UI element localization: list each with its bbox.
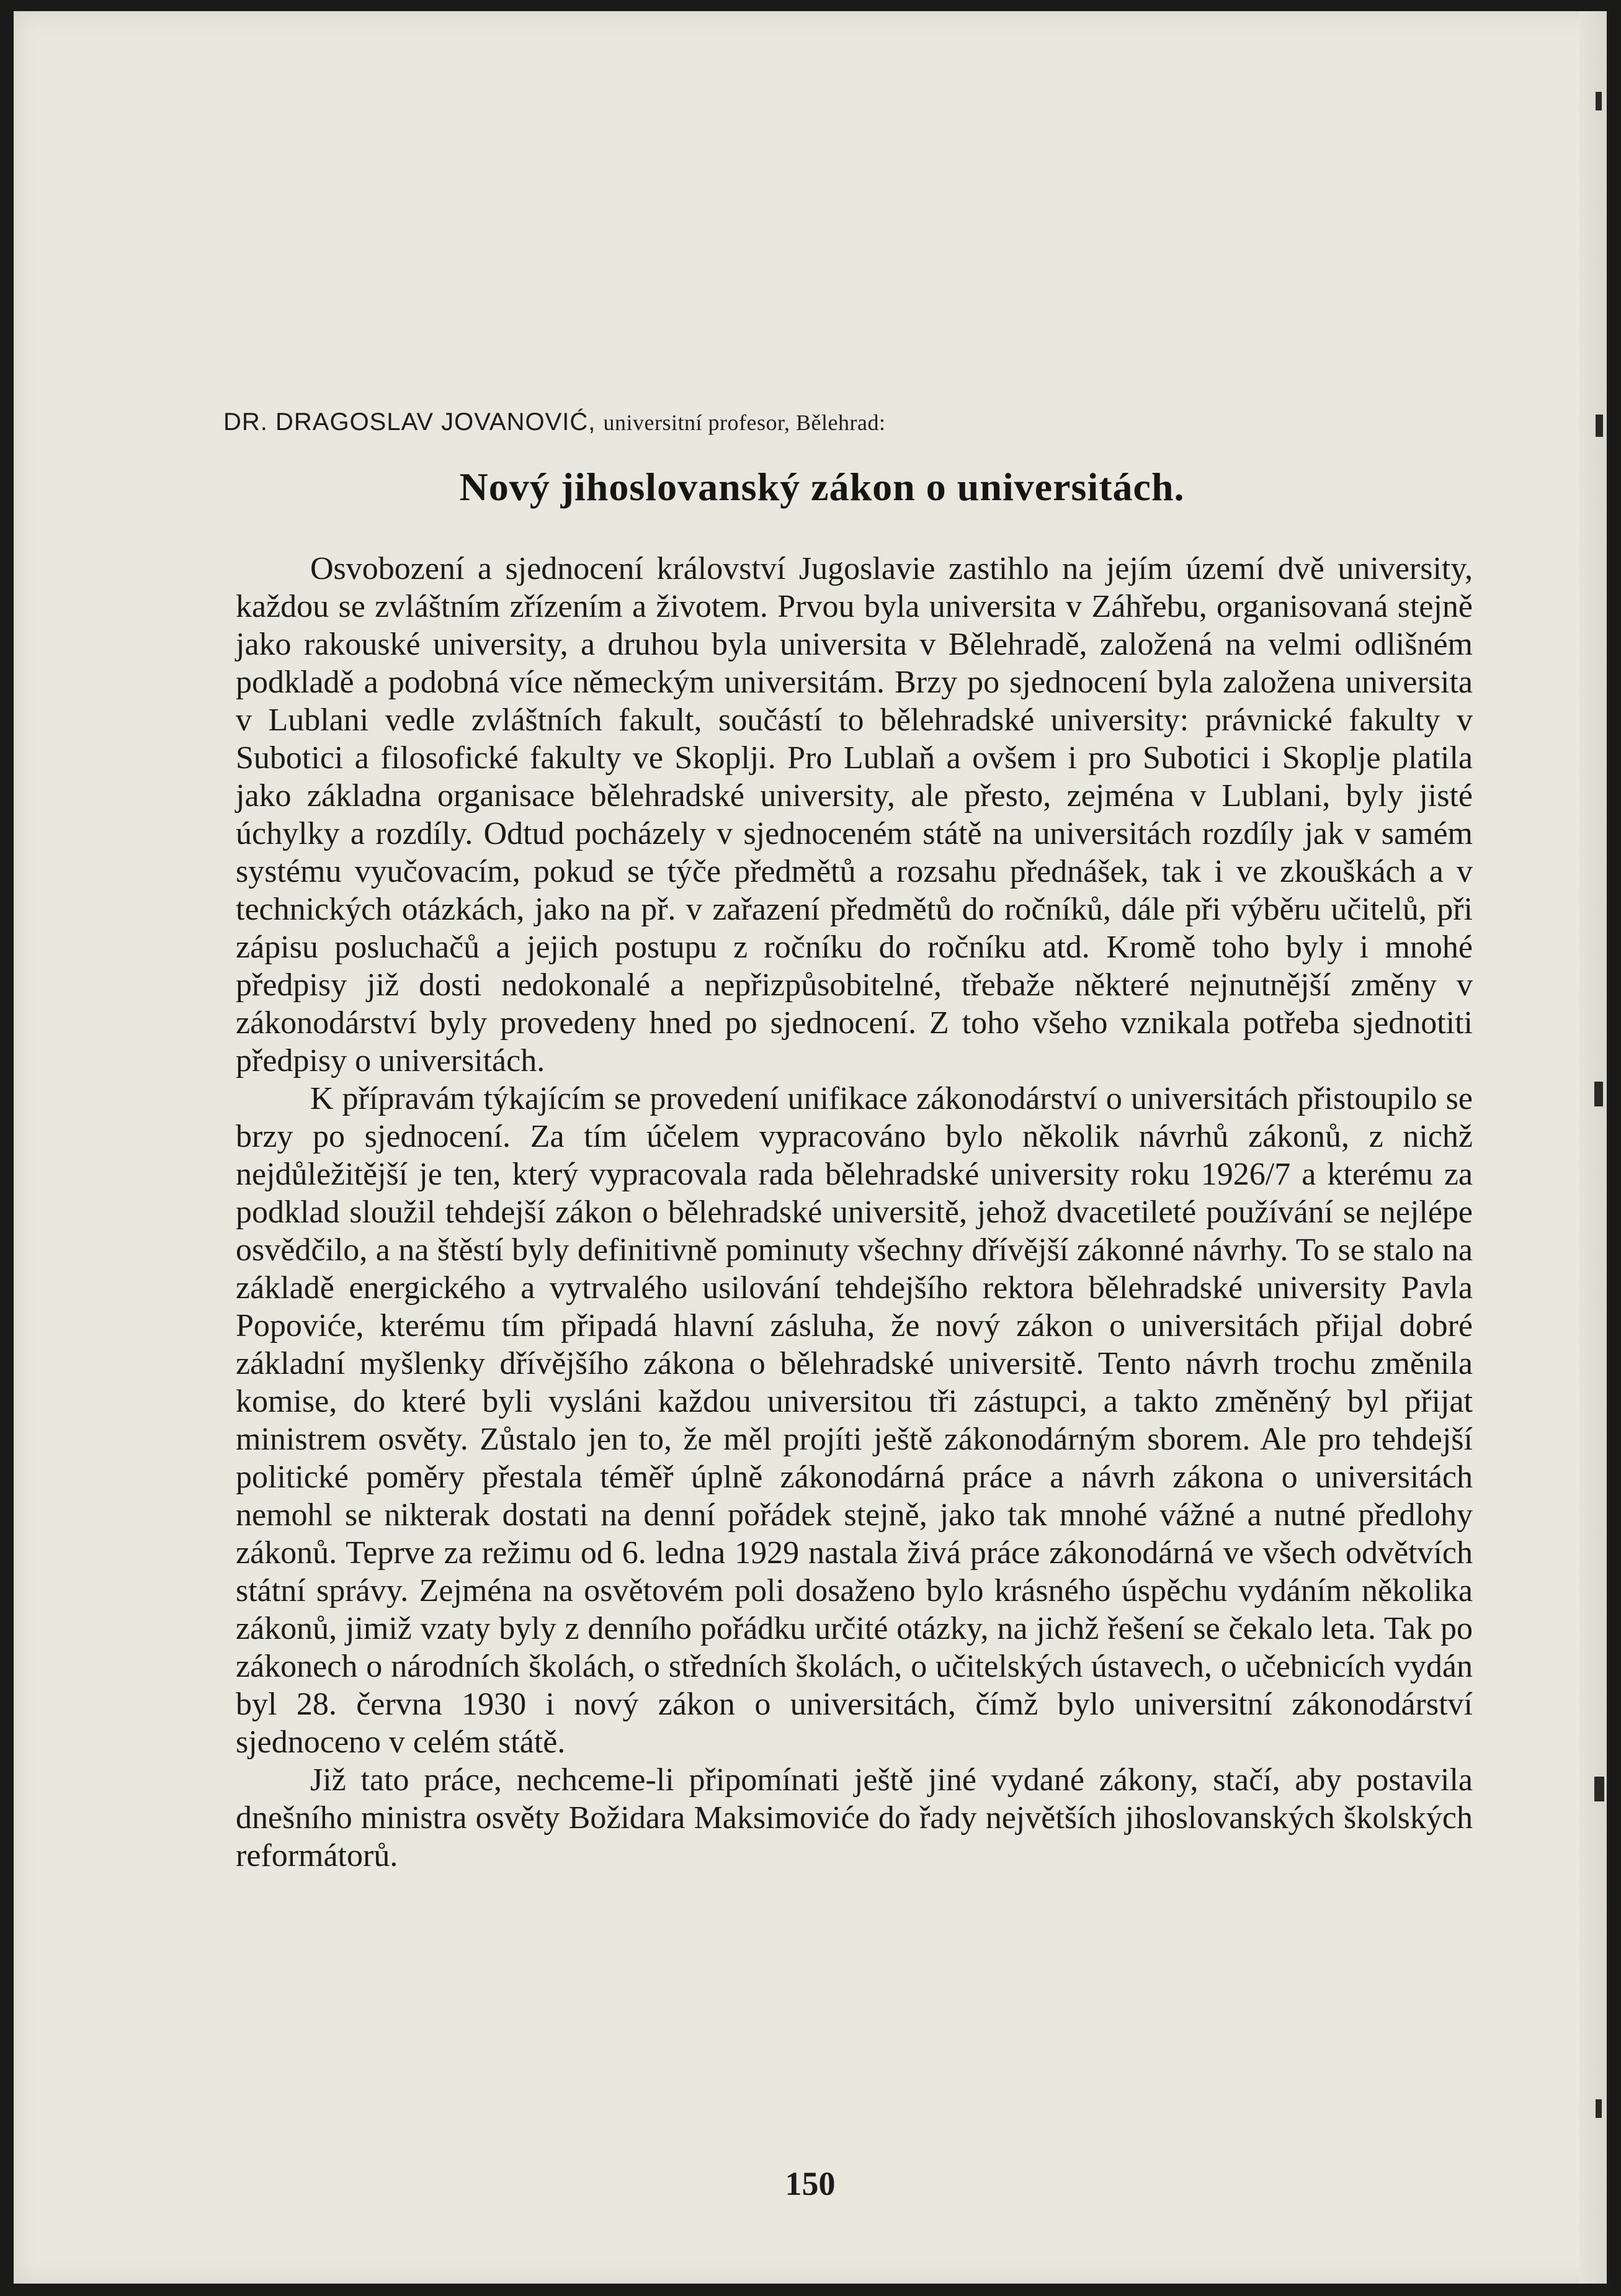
book-page (14, 11, 1607, 2284)
edge-mark (1596, 92, 1602, 110)
author-name: DR. DRAGOSLAV JOVANOVIĆ, (223, 408, 596, 436)
paragraph: Osvobození a sjednocení království Jugoslavie zastihlo na jejím území dvě university, každou se zvláštním zřízením a životem. Prvou byla universita v Záhřebu, organisovaná stejně jako rakouské university, a druhou byla universita v Bělehradě, založená na velmi odlišném podkladě a podobná více německým universitám. Brzy po sjednocení byla založena universita v Lublani vedle zvláštních fakult, součástí to bělehradské university: právnické fakulty v Subotici a filosofické fakulty ve Skoplji. Pro Lublaň a ovšem i pro Subotici i Skoplje platila jako základna organisace bělehradské university, ale přesto, zejména v Lublani, byly jisté úchylky a rozdíly. Odtud pocházely v sjednoceném státě na universitách rozdíly jak v samém systému vyučovacím, pokud se týče předmětů a rozsahu přednášek, tak i ve zkouškách a v technických otázkách, jako na př. v zařazení předmětů do ročníků, dále při výběru učitelů, při zápisu posluchačů a jejich postupu z ročníku do ročníku atd. Kromě toho byly i mnohé předpisy již dosti nedokonalé a nepřizpůsobitelné, třebaže některé nejnutnější změny v zákonodárství byly provedeny hned po sjednocení. Z toho všeho vznikala potřeba sjednotiti předpisy o universitách. (236, 551, 1473, 1078)
article-title: Nový jihoslovanský zákon o universitách. (459, 465, 1185, 509)
edge-mark (1594, 1777, 1604, 1801)
author-byline (223, 408, 1421, 436)
edge-mark (1596, 415, 1603, 437)
page-gutter (1579, 11, 1607, 2284)
edge-mark (1594, 1082, 1603, 1106)
paragraph: Již tato práce, nechceme-li připomínati ještě jiné vydané zákony, stačí, aby postavila dnešního ministra osvěty Božidara Maksimoviće do řady největších jihoslovanských školských reformátorů. (236, 1762, 1473, 1873)
article-body (236, 550, 1473, 1875)
paragraph: K přípravám týkajícím se provedení unifikace zákonodárství o universitách přistoupilo se brzy po sjednocení. Za tím účelem vypracováno bylo několik návrhů zákonů, z nichž nejdůležitější je ten, který vypracovala rada bělehradské university roku 1926/7 a kterému za podklad sloužil tehdejší zákon o bělehradské universitě, jehož dvacetileté používání se nejlépe osvědčilo, a na štěstí byly definitivně pominuty všechny dřívější zákonné návrhy. To se stalo na základě energického a vytrvalého usilování tehdejšího rektora bělehradské university Pavla Popoviće, kterému tím připadá hlavní zásluha, že nový zákon o universitách přijal dobré základní myšlenky dřívějšího zákona o bělehradské universitě. Tento návrh trochu změnila komise, do které byli vysláni každou universitou tři zástupci, a takto změněný byl přijat ministrem osvěty. Zůstalo jen to, že měl projíti ještě zákonodárným sborem. Ale pro tehdejší politické poměry přestala téměř úplně zákonodárná práce a návrh zákona o universitách nemohl se nikterak dostati na denní pořádek stejně, jako tak mnohé vážné a nutné předlohy zákonů. Teprve za režimu od 6. ledna 1929 nastala živá práce zákonodárná ve všech odvětvích státní správy. Zejména na osvětovém poli dosaženo bylo krásného úspěchu vydáním několika zákonů, jimiž vzaty byly z denního pořádku určité otázky, na jichž řešení se čekalo leta. Tak po zákonech o národních školách, o středních školách, o učitelských ústavech, o učebnicích vydán byl 28. června 1930 i nový zákon o universitách, čímž bylo universitní zákonodárství sjednoceno v celém státě. (236, 1081, 1473, 1760)
edge-mark (1596, 2099, 1602, 2118)
page-number: 150 (785, 2165, 836, 2202)
author-role: universitní profesor, Bělehrad: (603, 410, 886, 435)
